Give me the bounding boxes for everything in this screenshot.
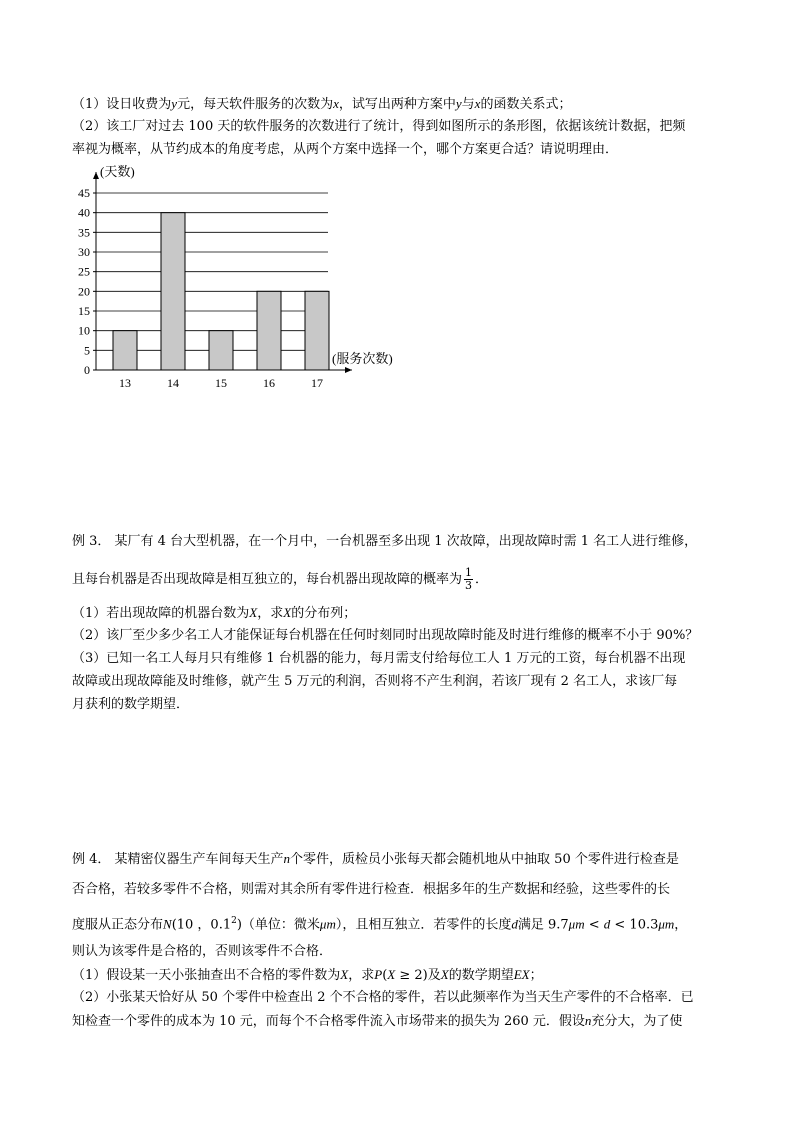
question-2-line-1: （2）该工厂对过去 100 天的软件服务的次数进行了统计，得到如图所示的条形图，依据该统计数据，把频: [72, 119, 686, 134]
bar-chart: [70, 162, 410, 392]
bar-16: [257, 291, 281, 370]
example-4-q2-line-1: （2）小张某天恰好从 50 个零件中检查出 2 个不合格的零件，若以此频率作为当天生产零件的不合格率．已: [72, 990, 694, 1005]
y-tick-label: 0: [84, 363, 90, 377]
example-3-line-1: 例 3． 某厂有 4 台大型机器，在一个月中，一台机器至多出现 1 次故障，出现故障时需 1 名工人进行维修，: [72, 534, 698, 549]
y-tick-label: 15: [78, 304, 90, 318]
example-3-q3-line-2: 故障或出现故障能及时维修，就产生 5 万元的利润，否则将不产生利润，若该厂现有 2 名工人，求该厂每: [72, 674, 678, 689]
example-4-q1: （1）假设某一天小张抽查出不合格的零件数为X，求P(X ≥ 2)及X的数学期望EX；: [72, 967, 543, 983]
y-axis-arrow: [93, 172, 99, 179]
x-axis-arrow: [345, 367, 352, 373]
y-tick-label: 35: [78, 225, 90, 240]
bar-13: [113, 331, 137, 370]
y-axis-label: (天数): [100, 164, 135, 179]
bar-15: [209, 331, 233, 370]
y-tick-label: 5: [84, 343, 90, 358]
example-3-q3-line-3: 月获利的数学期望．: [72, 697, 190, 712]
bar-17: [305, 291, 329, 370]
question-1-text: （1）设日收费为y元，每天软件服务的次数为x，试写出两种方案中y与x的函数关系式；: [72, 96, 572, 112]
example-4-line-1: 例 4． 某精密仪器生产车间每天生产n个零件，质检员小张每天都会随机地从中抽取 50 个零件进行检查是: [72, 851, 679, 867]
example-3-q2: （2）该厂至少多少名工人才能保证每台机器在任何时刻同时出现故障时能及时进行维修的概率不小于 90%？: [72, 628, 699, 643]
bar-14: [161, 213, 185, 370]
example-4-line-4: 则认为该零件是合格的，否则该零件不合格．: [72, 944, 333, 959]
x-tick-label: 15: [215, 376, 227, 390]
example-4-line-3: 度服从正态分布N(10 ，$0.1^2$)（单位：微米μm），且相互独立．若零件的长度d满足 9.7μm < d < 10.3μm，: [72, 916, 688, 933]
y-tick-label: 30: [78, 245, 90, 259]
y-tick-label: 40: [78, 205, 90, 220]
x-tick-label: 16: [263, 376, 275, 390]
x-tick-label: 14: [167, 376, 179, 390]
x-tick-label: 17: [311, 376, 323, 390]
y-tick-label: 10: [78, 323, 90, 338]
example-3-q1: （1）若出现故障的机器台数为X，求X的分布列；: [72, 605, 357, 621]
x-tick-label: 13: [119, 376, 131, 390]
x-axis-label: (服务次数): [332, 351, 393, 366]
example-4-q2-line-2: 知检查一个零件的成本为 10 元，而每个不合格零件流入市场带来的损失为 260 元．假设n充分大，为了使: [72, 1013, 683, 1029]
example-3-line-2: 且每台机器是否出现故障是相互独立的，每台机器出现故障的概率为 $\frac{1}{3}$ ．: [72, 566, 489, 592]
y-tick-label: 45: [78, 186, 90, 200]
y-tick-label: 20: [78, 284, 90, 299]
y-tick-label: 25: [78, 264, 90, 279]
fraction-one-third: $\frac{1}{3}$: [465, 566, 473, 592]
example-3-q3-line-1: （3）已知一名工人每月只有维修 1 台机器的能力，每月需支付给每位工人 1 万元的工资，每台机器不出现: [72, 651, 686, 666]
question-2-line-2: 率视为概率，从节约成本的角度考虑，从两个方案中选择一个，哪个方案更合适？请说明理由．: [72, 142, 619, 157]
example-4-line-2: 否合格，若较多零件不合格，则需对其余所有零件进行检查．根据多年的生产数据和经验，这些零件的长: [72, 882, 671, 897]
